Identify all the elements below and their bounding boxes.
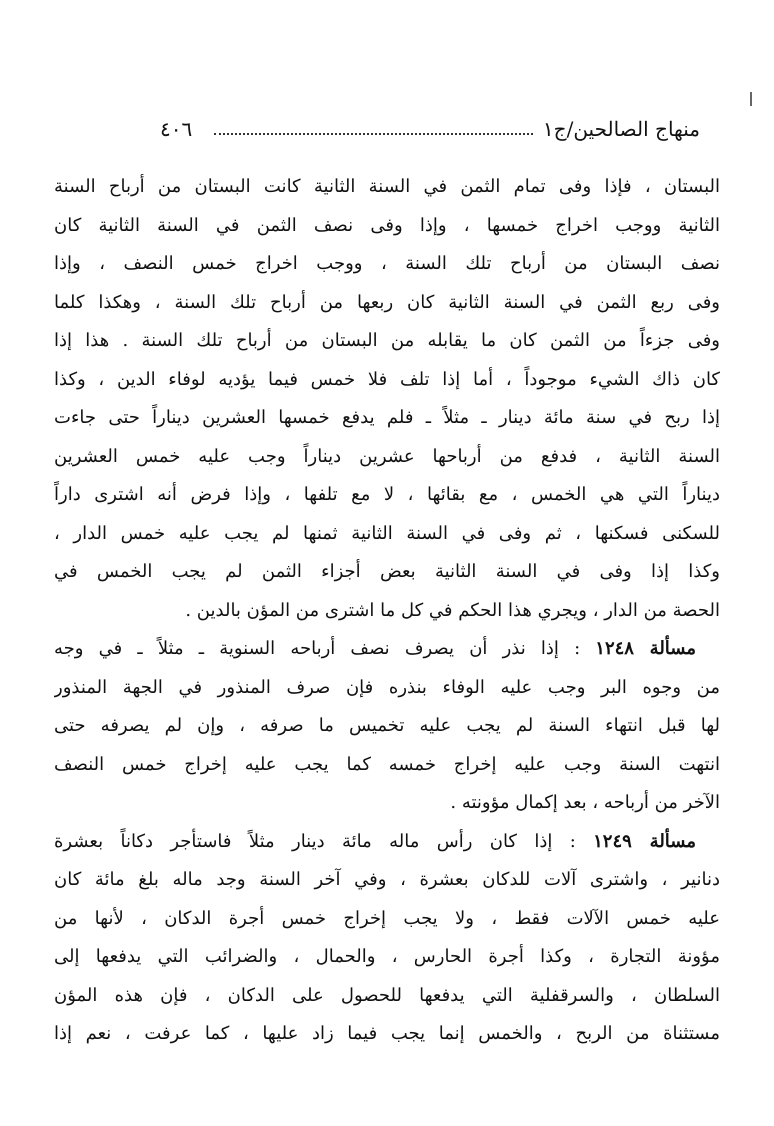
text-line: مستثناة من الربح ، والخمس إنما يجب فيما زاد عليها ، كما عرفت ، نعم إذا: [54, 1023, 720, 1044]
text-line: كان ذاك الشيء موجوداً ، أما إذا تلف فلا خمس فيما يؤديه لوفاء الدين ، وكذا: [54, 368, 720, 390]
masala-1248-text: : إذا نذر أن يصرف نصف أرباحه السنوية ـ مثلاً ـ في وجه: [54, 638, 596, 659]
text-line: مؤونة التجارة ، وكذا أجرة الحارس ، والحمال ، والضرائب التي يدفعها إلى: [54, 946, 720, 967]
page-number: ٤٠٦: [160, 117, 193, 141]
masala-1248-first-line: [54, 630, 720, 669]
text-line: الثانية ووجب اخراج خمسها ، وإذا وفى نصف الثمن في السنة الثانية كان: [54, 214, 720, 236]
text-line: وفى ربع الثمن في السنة الثانية كان ربعها من أرباح تلك السنة ، وهكذا كلما: [54, 291, 720, 313]
text-line: من وجوه البر وجب عليه الوفاء بنذره فإن صرف المنذور في الجهة المنذور: [54, 676, 720, 698]
masala-1249-label: مسألة ١٢٤٩: [593, 830, 696, 852]
text-line: دنانير ، واشترى آلات للدكان بعشرة ، وفي آخر السنة وجد ماله بلغ مائة كان: [54, 869, 720, 890]
text-line: ديناراً التي هي الخمس ، مع بقائها ، لا مع تلفها ، وإذا فرض أنه اشترى داراً: [54, 484, 720, 505]
running-title: منهاج الصالحين/ج١: [542, 117, 700, 141]
corner-mark: [750, 92, 752, 106]
text-line: عليه خمس الآلات فقط ، ولا يجب إخراج خمس أجرة الدكان ، لأنها من: [54, 907, 720, 929]
masala-1248-label: مسألة ١٢٤٨: [595, 638, 696, 659]
masala-1249-text: : إذا كان رأس ماله مائة دينار مثلاً فاستأجر دكاناً بعشرة: [54, 830, 594, 852]
header-dot-leader: [214, 123, 533, 135]
text-line: للسكنى فسكنها ، ثم وفى في السنة الثانية ثمنها لم يجب عليه خمس الدار ،: [54, 522, 720, 544]
text-line: نصف البستان من أرباح تلك السنة ، ووجب اخراج خمس النصف ، وإذا: [54, 253, 720, 274]
masala-1249-first-line: [54, 823, 720, 862]
text-line: السنة الثانية ، فدفع من أرباحها عشرين ديناراً وجب عليه خمس العشرين: [54, 445, 720, 467]
text-line: الآخر من أرباحه ، بعد إكمال مؤونته .: [450, 792, 720, 813]
text-line: السلطان ، والسرقفلية التي يدفعها للحصول على الدكان ، فإن هذه المؤن: [54, 984, 720, 1006]
text-line: لها قبل انتهاء السنة لم يجب عليه تخميس ما صرفه ، وإن لم يصرفه حتى: [54, 715, 720, 736]
text-line: وكذا إذا وفى في السنة الثانية بعض أجزاء الثمن لم يجب الخمس في: [54, 561, 720, 582]
body-text: [54, 168, 720, 1054]
text-line: انتهت السنة وجب عليه إخراج خمسه كما يجب عليه إخراج خمس النصف: [54, 753, 720, 775]
page-header: [160, 114, 700, 144]
text-line: إذا ربح في سنة مائة دينار ـ مثلاً ـ فلم يدفع خمسها العشرين ديناراً حتى جاءت: [54, 407, 720, 428]
text-line: الحصة من الدار ، ويجري هذا الحكم في كل ما اشترى من المؤن بالدين .: [185, 599, 720, 621]
text-line: وفى جزءاً من الثمن كان ما يقابله من البستان من أرباح تلك السنة . هذا إذا: [54, 330, 720, 351]
text-line: البستان ، فإذا وفى تمام الثمن في السنة الثانية كانت البستان من أرباح السنة: [54, 176, 720, 197]
